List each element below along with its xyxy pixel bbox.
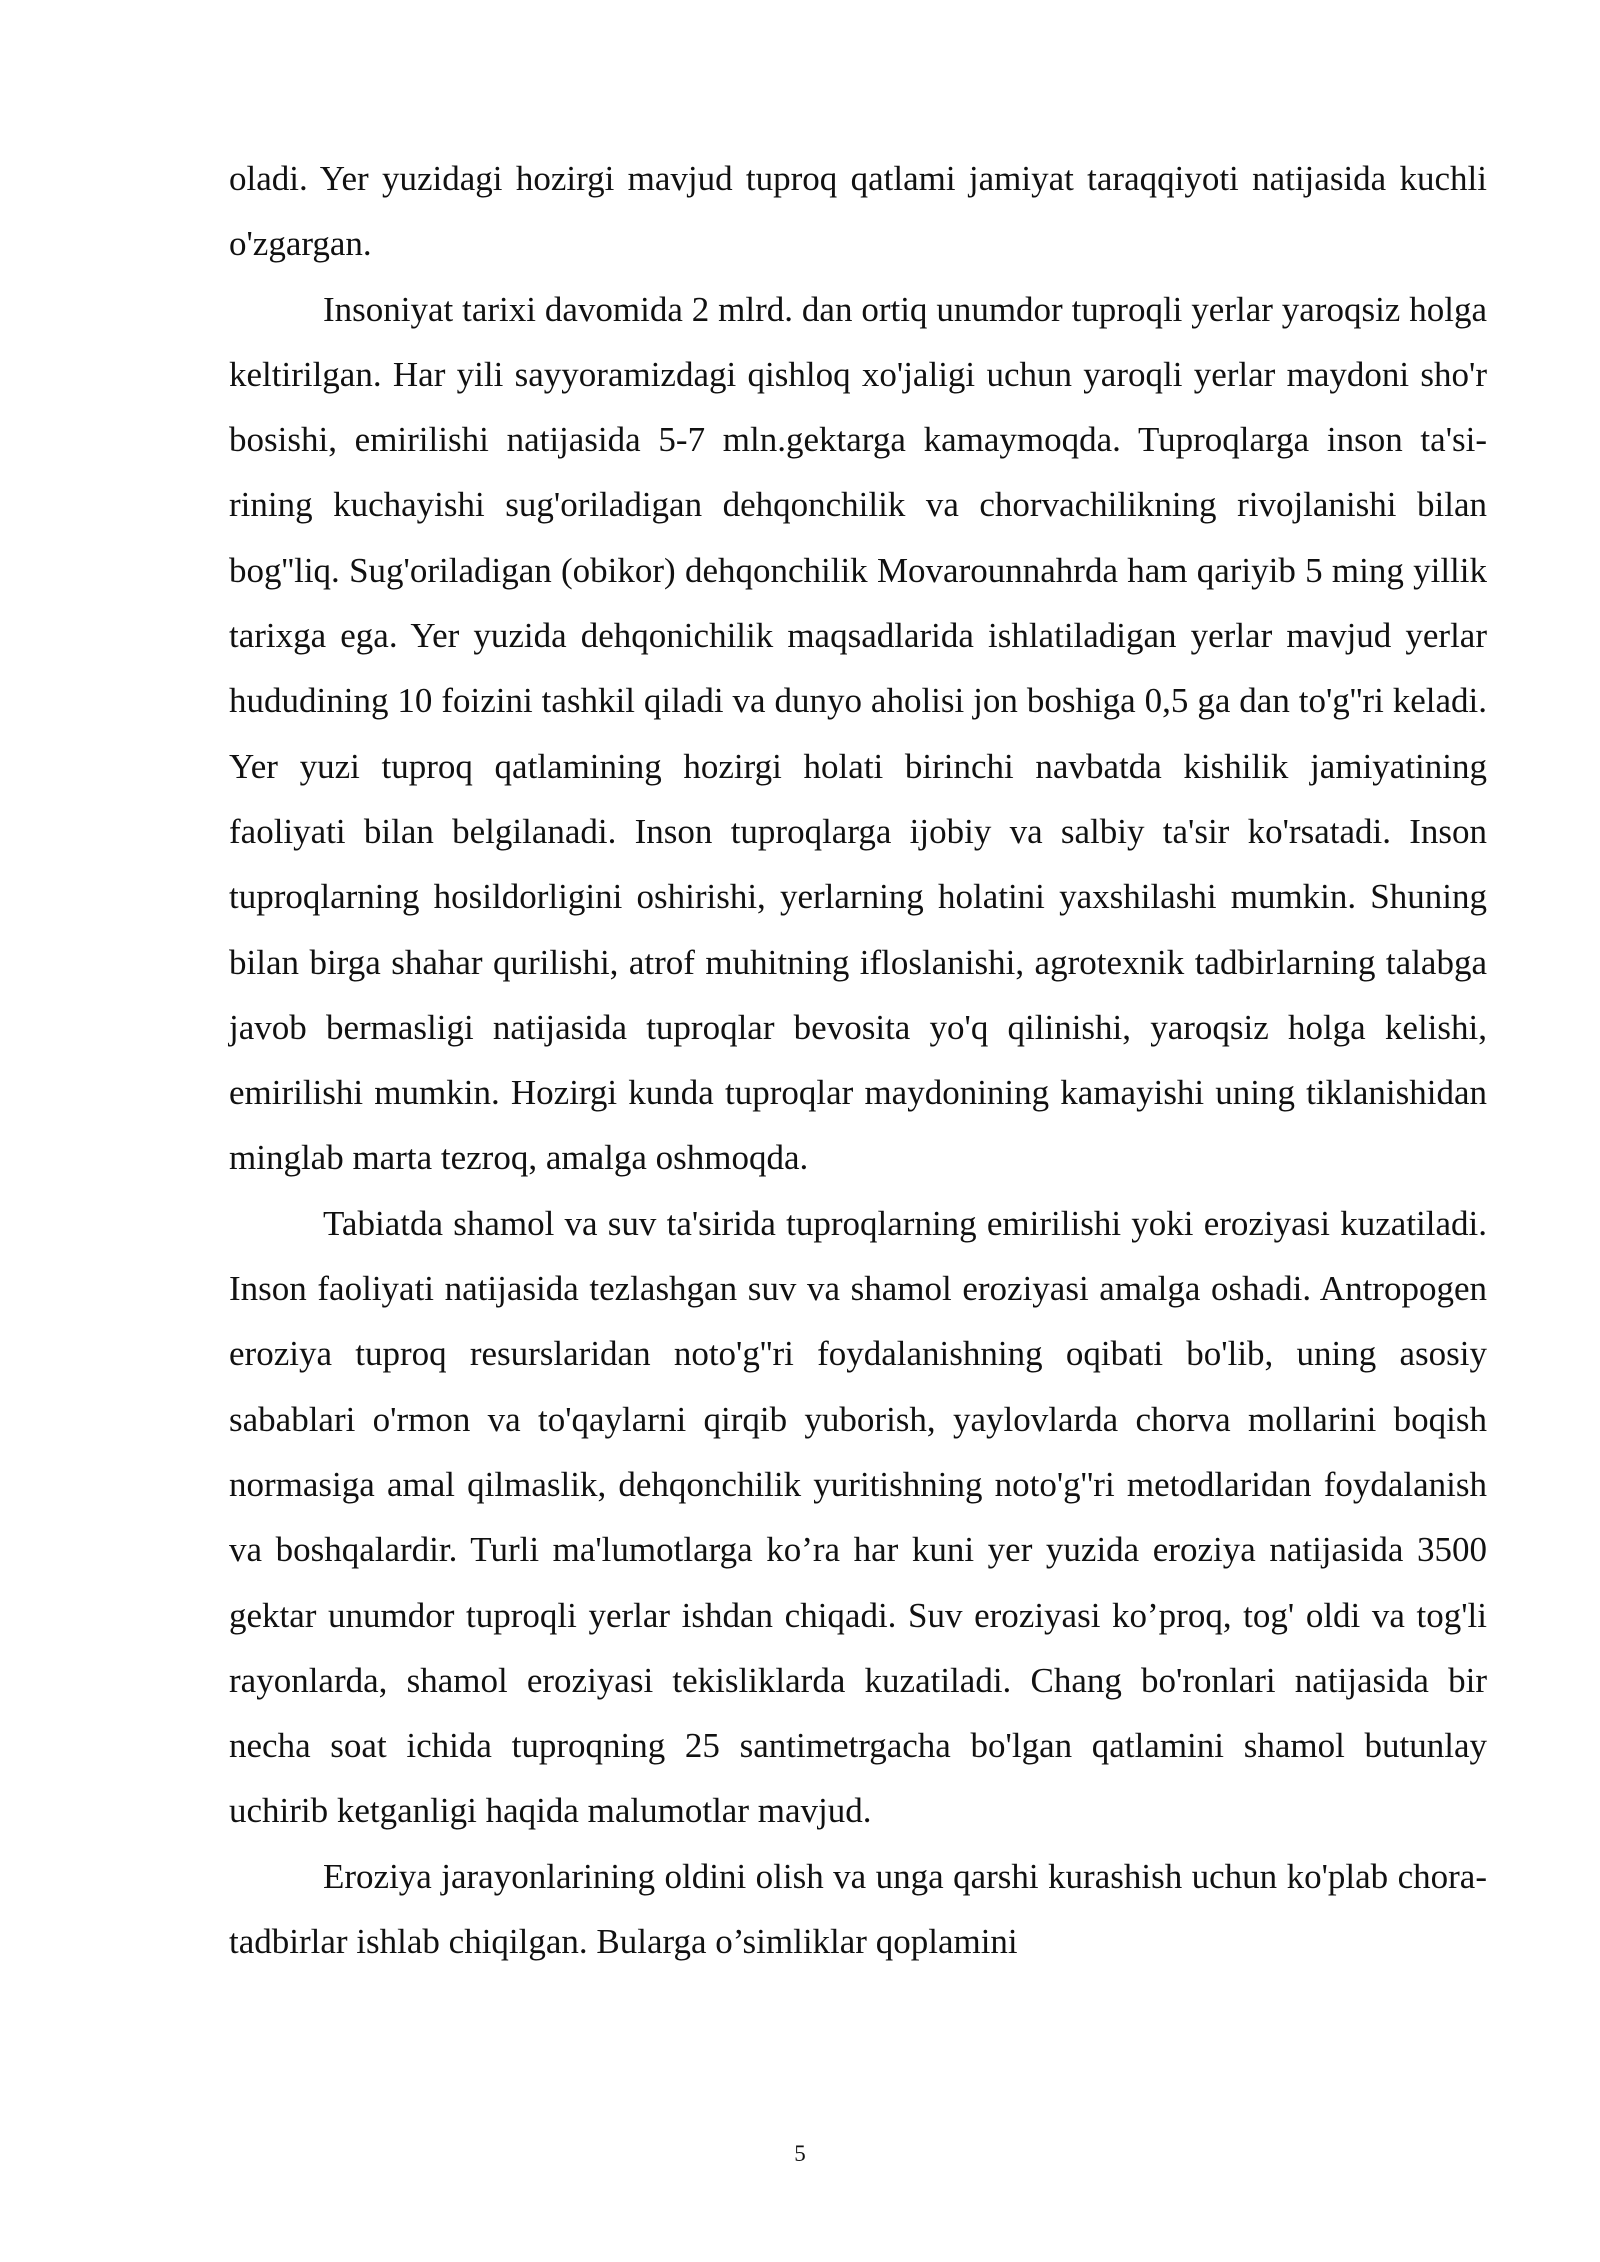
- paragraph-erosion-prevention: Eroziya jarayonlarining oldini olish va unga qarshi kurashish uchun ko'plab chora-tadbirlar ishlab chiqilgan. Bularga o’simliklar qoplamini: [229, 1856, 1487, 1962]
- paragraph-soil-degradation: Insoniyat tarixi davomida 2 mlrd. dan ortiq unumdor tuproqli yerlar yaroqsiz holga keltirilgan. Har yili sayyoramizdagi qishloq xo'jaligi uchun yaroqli yerlar maydoni sho'r bosishi, emirilishi natijasida 5-7 mln.gektarga kamaymoqda. Tuproqlarga inson ta'si-rining kuchayishi sug'oriladigan dehqonchilik va chorvachilikning rivojlanishi bilan bog''liq. Sug'oriladigan (obikor) dehqonchilik Movarounnahrda ham qariyib 5 ming yillik tarixga ega. Yer yuzida dehqonichilik maqsadlarida ishlatiladigan yerlar mavjud yerlar hududining 10 foizini tashkil qiladi va dunyo aholisi jon boshiga 0,5 ga dan to'g''ri keladi. Yer yuzi tuproq qatlamining hozirgi holati birinchi navbatda kishilik jamiyatining faoliyati bilan belgilanadi. Inson tuproqlarga ijobiy va salbiy ta'sir ko'rsatadi. Inson tuproqlarning hosildorligini oshirishi, yerlarning holatini yaxshilashi mumkin. Shuning bilan birga shahar qurilishi, atrof muhitning ifloslanishi, agrotexnik tadbirlarning talabga javob bermasligi natijasida tuproqlar bevosita yo'q qilinishi, yaroqsiz holga kelishi, emirilishi mumkin. Hozirgi kunda tuproqlar maydonining kamayishi uning tiklanishidan minglab marta tezroq, amalga oshmoqda.: [229, 289, 1487, 1178]
- paragraph-erosion: Tabiatda shamol va suv ta'sirida tuproqlarning emirilishi yoki eroziyasi kuzatiladi. Inson faoliyati natijasida tezlashgan suv va shamol eroziyasi amalga oshadi. Antropogen eroziya tuproq resurslaridan noto'g''ri foydalanishning oqibati bo'lib, uning asosiy sabablari o'rmon va to'qaylarni qirqib yuborish, yaylovlarda chorva mollarini boqish normasiga amal qilmaslik, dehqonchilik yuritishning noto'g''ri metodlaridan foydalanish va boshqalardir. Turli ma'lumotlarga ko’ra har kuni yer yuzida eroziya natijasida 3500 gektar unumdor tuproqli yerlar ishdan chiqadi. Suv eroziyasi ko’proq, tog' oldi va tog'li rayonlarda, shamol eroziyasi tekisliklarda kuzatiladi. Chang bo'ronlari natijasida bir necha soat ichida tuproqning 25 santimetrgacha bo'lgan qatlamini shamol butunlay uchirib ketganligi haqida malumotlar mavjud.: [229, 1203, 1487, 1831]
- paragraph-continuation: oladi. Yer yuzidagi hozirgi mavjud tuproq qatlami jamiyat taraqqiyoti natijasida kuchli o'zgargan.: [229, 159, 1487, 264]
- page-number: 5: [794, 2141, 806, 2166]
- body-text: [229, 146, 1487, 1974]
